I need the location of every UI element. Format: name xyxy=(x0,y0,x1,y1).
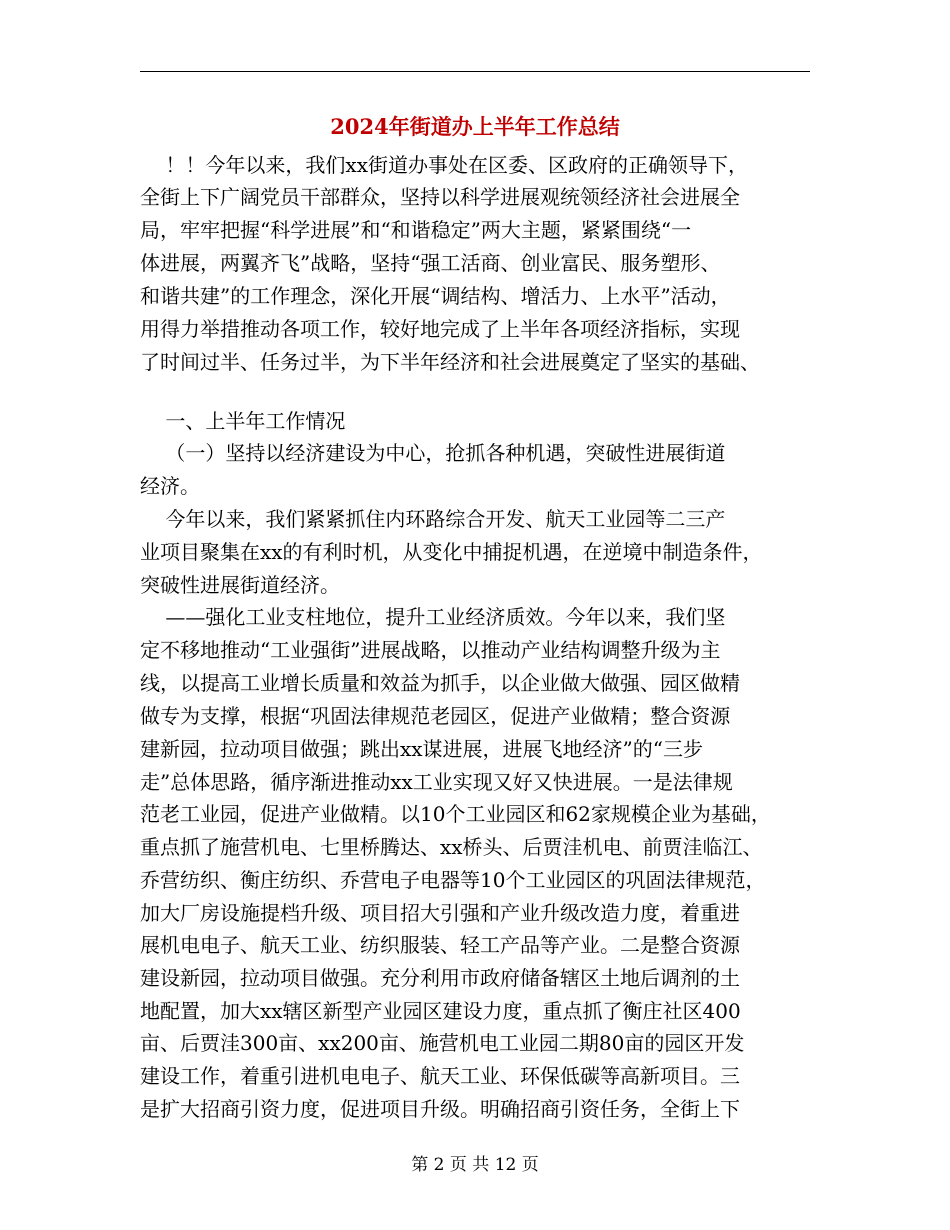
body-line: 重点抓了施营机电、七里桥腾达、xx桥头、后贾洼机电、前贾洼临江、 xyxy=(140,835,763,859)
subsection-heading: （一）坚持以经济建设为中心，抢抓各种机遇，突破性进展街道 xyxy=(140,441,726,465)
body-line: 亩、后贾洼300亩、xx200亩、施营机电工业园二期80亩的园区开发 xyxy=(140,1031,745,1055)
body-line: 定不移地推动“工业强街”进展战略，以推动产业结构调整升级为主 xyxy=(140,638,721,662)
body-line: 了时间过半、任务过半，为下半年经济和社会进展奠定了坚实的基础、 xyxy=(140,350,760,374)
body-line: 和谐共建”的工作理念，深化开展“调结构、增活力、上水平”活动， xyxy=(140,284,731,308)
section-heading: 一、上半年工作情况 xyxy=(140,409,346,433)
body-line: 今年以来，我们紧紧抓住内环路综合开发、航天工业园等二三产 xyxy=(140,507,726,531)
body-line: ！！今年以来，我们xx街道办事处在区委、区政府的正确领导下， xyxy=(140,153,748,177)
document-title: 2024年街道办上半年工作总结 xyxy=(330,114,620,139)
subsection-heading-cont: 经济。 xyxy=(140,474,200,498)
body-line: 突破性进展街道经济。 xyxy=(140,573,340,597)
body-line: 加大厂房设施提档升级、项目招大引强和产业升级改造力度，着重进 xyxy=(140,901,740,925)
body-line: 是扩大招商引资力度，促进项目升级。明确招商引资任务，全街上下 xyxy=(140,1097,740,1121)
body-line: 局，牢牢把握“科学进展”和“和谐稳定”两大主题，紧紧围绕“一 xyxy=(140,218,692,242)
body-line: 建新园，拉动项目做强；跳出xx谋进展，进展飞地经济”的“三步 xyxy=(140,737,704,761)
page-number: 第 2 页 共 12 页 xyxy=(411,1155,539,1175)
body-line: 用得力举措推动各项工作，较好地完成了上半年各项经济指标，实现 xyxy=(140,317,740,341)
body-line: 做专为支撑，根据“巩固法律规范老园区，促进产业做精；整合资源 xyxy=(140,704,731,728)
body-line: 范老工业园，促进产业做精。以10个工业园区和62家规模企业为基础， xyxy=(140,802,771,826)
body-line: 乔营纺织、衡庄纺织、乔营电子电器等10个工业园区的巩固法律规范， xyxy=(140,868,766,892)
body-line: 体进展，两翼齐飞”战略，坚持“强工活商、创业富民、服务塑形、 xyxy=(140,251,721,275)
body-line: 业项目聚集在xx的有利时机，从变化中捕捉机遇，在逆境中制造条件， xyxy=(140,540,763,564)
header-rule xyxy=(140,71,810,72)
body-line: 线，以提高工业增长质量和效益为抓手，以企业做大做强、园区做精 xyxy=(140,671,740,695)
body-line: 全街上下广阔党员干部群众，坚持以科学进展观统领经济社会进展全 xyxy=(140,185,740,209)
body-line: 建设工作，着重引进机电电子、航天工业、环保低碳等高新项目。三 xyxy=(140,1064,740,1088)
body-line: ——强化工业支柱地位，提升工业经济质效。今年以来，我们坚 xyxy=(140,605,726,629)
body-line: 展机电电子、航天工业、纺织服装、轻工产品等产业。二是整合资源 xyxy=(140,933,740,957)
body-line: 地配置，加大xx辖区新型产业园区建设力度，重点抓了衡庄社区400 xyxy=(140,999,741,1023)
body-line: 走”总体思路，循序渐进推动xx工业实现又好又快进展。一是法律规 xyxy=(140,770,733,794)
body-line: 建设新园，拉动项目做强。充分利用市政府储备辖区土地后调剂的土 xyxy=(140,966,740,990)
